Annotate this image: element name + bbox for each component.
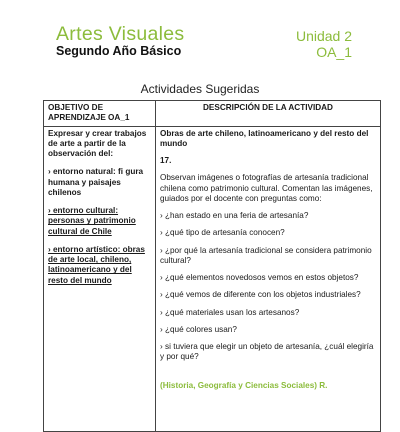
objective-cell	[44, 126, 156, 431]
section-title: Actividades Sugeridas	[140, 82, 260, 96]
question-item: › ¿qué elementos novedosos vemos en estos objetos?	[160, 273, 359, 282]
objective-intro: Expresar y crear trabajos de arte a partir de la observación del:	[48, 128, 147, 158]
question-item: › si tuviera que elegir un objeto de artesanía, ¿cuál elegiría y por qué?	[160, 342, 374, 362]
table-header-row	[44, 101, 381, 127]
activity-instructions: Observan imágenes o fotografías de artesanía tradicional chilena como patrimonio cultural. Comentan las imágenes, guiados por el docente con preguntas como:	[160, 173, 373, 203]
question-item: › ¿qué materiales usan los artesanos?	[160, 307, 300, 317]
activity-table	[43, 100, 381, 432]
table-row	[44, 126, 381, 431]
objective-code: OA_1	[316, 44, 352, 60]
activity-number: 17.	[160, 156, 172, 165]
subject-title: Artes Visuales	[56, 23, 185, 45]
question-item: › ¿qué vemos de diferente con los objetos industriales?	[160, 290, 361, 300]
unit-label: Unidad 2	[295, 28, 352, 44]
question-item: › ¿han estado en una feria de artesanía?	[160, 211, 309, 220]
objective-item-natural: › entorno natural: fi gura humana y paisajes chilenos	[48, 167, 144, 197]
objective-item-cultural: › entorno cultural: personas y patrimonio cultural de Chile	[48, 206, 136, 236]
cross-subject-link: (Historia, Geografía y Ciencias Sociales) R.	[160, 380, 328, 390]
description-column-header: DESCRIPCIÓN DE LA ACTIVIDAD	[156, 101, 381, 127]
grade-subtitle: Segundo Año Básico	[56, 44, 182, 58]
question-item: › ¿qué tipo de artesanía conocen?	[160, 228, 285, 238]
activity-heading: Obras de arte chileno, latinoamericano y del resto del mundo	[160, 128, 369, 148]
document-header	[0, 0, 400, 70]
question-item: › ¿por qué la artesanía tradicional se considera patrimonio cultural?	[160, 245, 372, 265]
objective-column-header: OBJETIVO DE APRENDIZAJE OA_1	[44, 101, 156, 127]
objective-item-artistic: › entorno artístico: obras de arte local, chileno, latinoamericano y del resto del mundo	[48, 244, 145, 285]
question-item: › ¿qué colores usan?	[160, 324, 237, 334]
description-cell	[156, 126, 381, 431]
